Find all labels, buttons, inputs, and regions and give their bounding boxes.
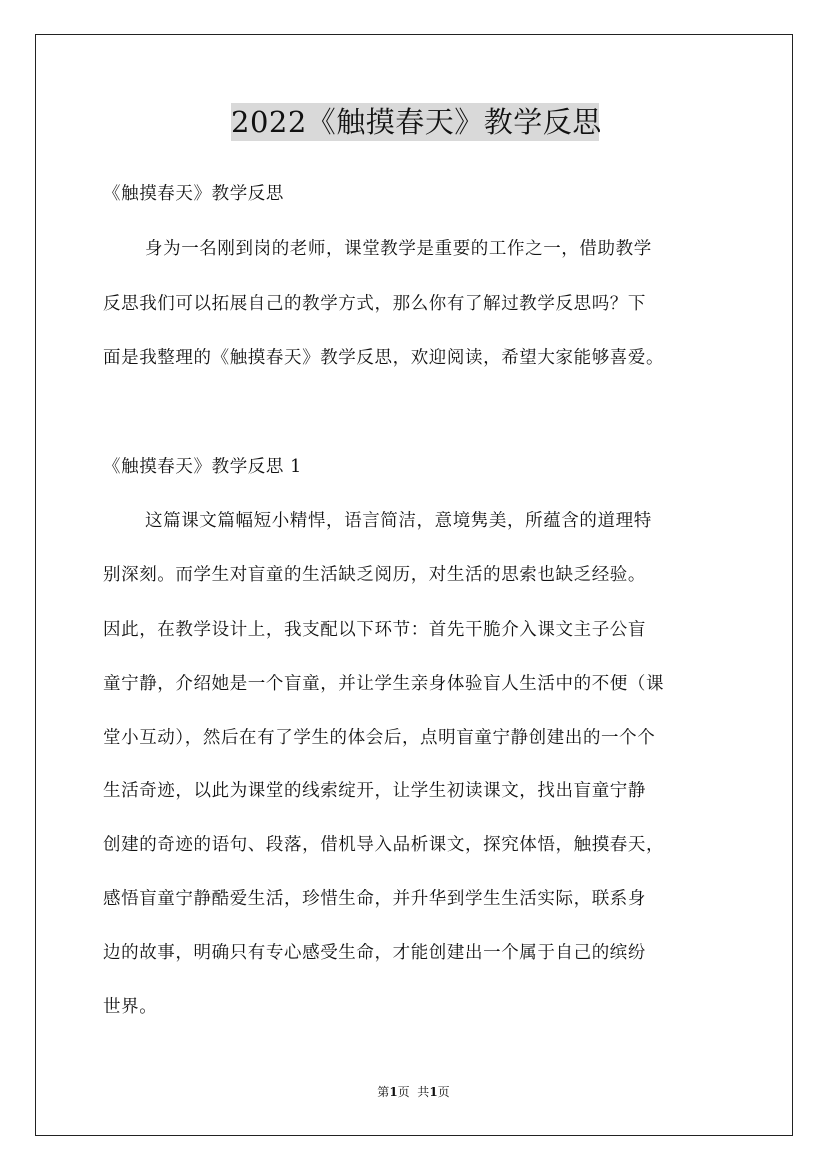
section-1-heading: 《触摸春天》教学反思 1 xyxy=(103,457,302,477)
document-subtitle: 《触摸春天》教学反思 xyxy=(103,184,284,204)
section-1-line-10: 世界。 xyxy=(103,997,158,1017)
section-1-line-3: 因此，在教学设计上，我支配以下环节：首先干脆介入课文主子公盲 xyxy=(103,620,646,640)
total-pages: 1 xyxy=(429,1085,438,1099)
footer-prefix: 第 xyxy=(377,1085,390,1099)
document-title: 2022《触摸春天》教学反思 xyxy=(231,105,602,139)
section-1-line-4: 童宁静，介绍她是一个盲童，并让学生亲身体验盲人生活中的不便（课 xyxy=(103,674,665,694)
section-1-line-1: 这篇课文篇幅短小精悍，语言简洁，意境隽美，所蕴含的道理特 xyxy=(145,511,652,531)
section-1-line-6: 生活奇迹，以此为课堂的线索绽开，让学生初读课文，找出盲童宁静 xyxy=(103,781,646,801)
intro-line-3: 面是我整理的《触摸春天》教学反思，欢迎阅读，希望大家能够喜爱。 xyxy=(103,348,665,368)
page-number: 1 xyxy=(389,1085,398,1099)
intro-line-2: 反思我们可以拓展自己的教学方式，那么你有了解过教学反思吗？下 xyxy=(103,294,646,314)
intro-line-1: 身为一名刚到岗的老师，课堂教学是重要的工作之一，借助教学 xyxy=(145,239,652,259)
section-1-line-8: 感悟盲童宁静酷爱生活，珍惜生命，并升华到学生生活实际，联系身 xyxy=(103,889,646,909)
page-footer xyxy=(0,1085,827,1099)
section-1-line-5: 堂小互动），然后在有了学生的体会后，点明盲童宁静创建出的一个个 xyxy=(103,728,656,748)
section-1-line-2: 别深刻。而学生对盲童的生活缺乏阅历，对生活的思索也缺乏经验。 xyxy=(103,565,646,585)
footer-suffix: 页 xyxy=(437,1085,450,1099)
footer-mid: 页 共 xyxy=(397,1085,430,1099)
section-1-line-7: 创建的奇迹的语句、段落，借机导入品析课文，探究体悟，触摸春天， xyxy=(103,835,665,855)
section-1-line-9: 边的故事，明确只有专心感受生命，才能创建出一个属于自己的缤纷 xyxy=(103,943,646,963)
